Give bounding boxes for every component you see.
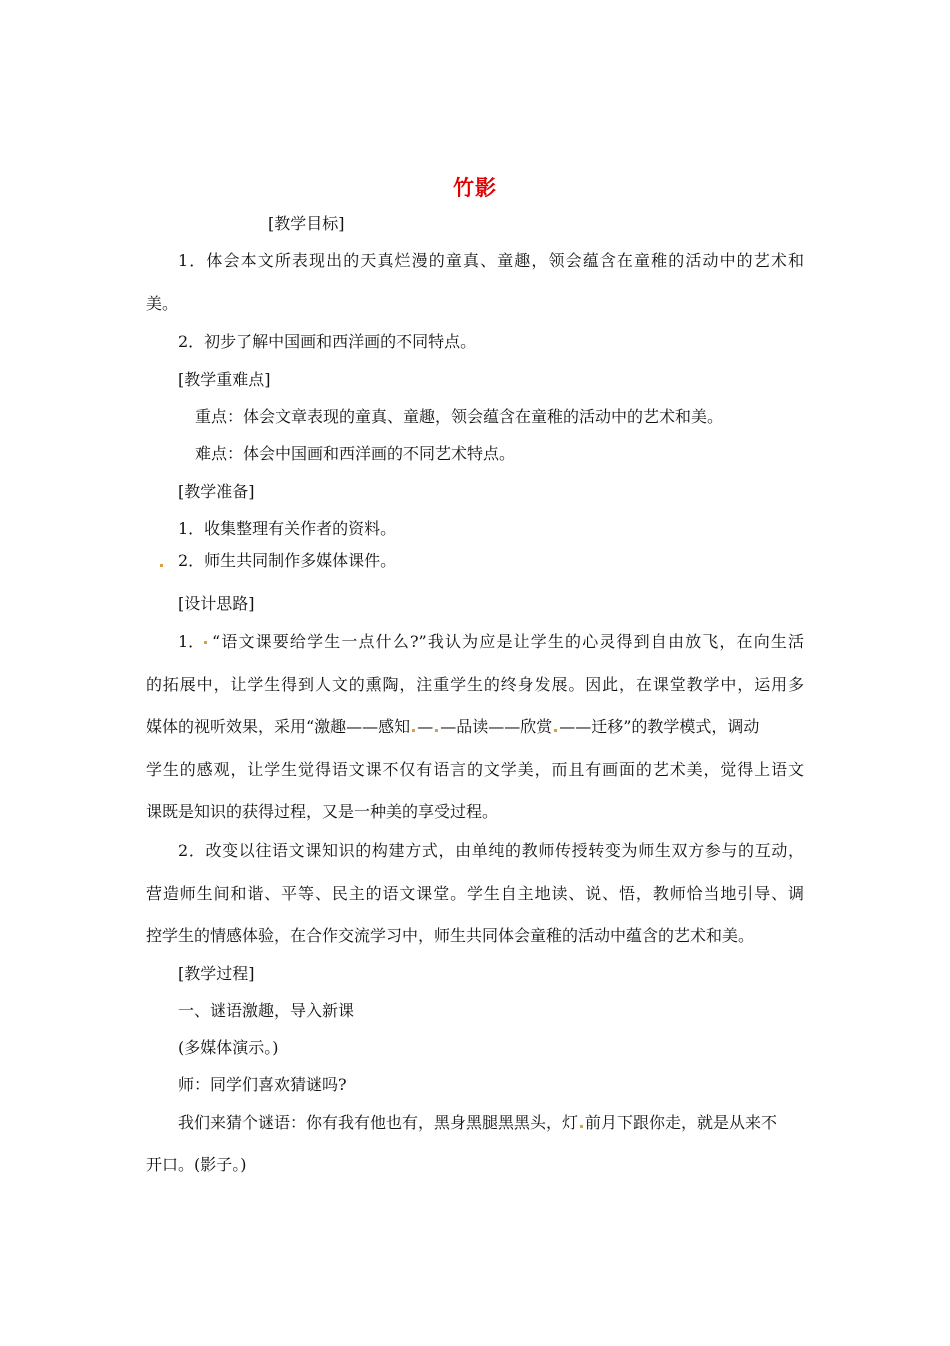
process-heading: [教学过程]: [178, 964, 255, 983]
design-1-line4: 学生的感观，让学生觉得语文课不仅有语言的文学美，而且有画面的艺术美，觉得上语文: [146, 760, 804, 779]
riddle-line1-part-b: 前月下跟你走，就是从来不: [585, 1113, 778, 1132]
media-demo-note: (多媒体演示。): [178, 1038, 279, 1057]
marker-dot: [204, 641, 207, 644]
design-2-line3: 控学生的情感体验，在合作交流学习中，师生共同体会童稚的活动中蕴含的艺术和美。: [146, 926, 755, 945]
marker-dot: [412, 729, 415, 732]
marker-dot: [435, 729, 438, 732]
design-heading: [设计思路]: [178, 594, 255, 613]
marker-dot: [580, 1125, 583, 1128]
design-1-line1: “语文课要给学生一点什么?”我认为应是让学生的心灵得到自由放飞，在向生活: [212, 632, 804, 651]
riddle-line1: [178, 1112, 804, 1134]
document-title: 竹影: [453, 176, 497, 200]
objective-1-line2: 美。: [146, 294, 179, 313]
marker-dot: [160, 564, 163, 567]
objective-1-line1: 1．体会本文所表现出的天真烂漫的童真、童趣，领会蕴含在童稚的活动中的艺术和: [178, 251, 804, 270]
design-2-line1: 2．改变以往语文课知识的构建方式，由单纯的教师传授转变为师生双方参与的互动，: [178, 841, 804, 860]
keypoints-heading: [教学重难点]: [178, 370, 271, 389]
design-1-line5: 课既是知识的获得过程，又是一种美的享受过程。: [146, 802, 499, 821]
design-1-line3: [146, 716, 804, 738]
design-1-line3-part-c: —品读——欣赏: [440, 717, 553, 736]
design-1-line3-part-d: ——迁移”的教学模式，调动: [559, 717, 760, 736]
keypoint-text: 重点：体会文章表现的童真、童趣，领会蕴含在童稚的活动中的艺术和美。: [195, 407, 724, 426]
design-1-line3-part-b: —: [417, 717, 434, 736]
marker-dot: [554, 729, 557, 732]
teacher-line: 师：同学们喜欢猜谜吗?: [178, 1075, 347, 1094]
prep-item-2: 2．师生共同制作多媒体课件。: [178, 551, 397, 570]
prep-item-1: 1．收集整理有关作者的资料。: [178, 519, 397, 538]
difficulty-text: 难点：体会中国画和西洋画的不同艺术特点。: [195, 444, 516, 463]
design-2-line2: 营造师生间和谐、平等、民主的语文课堂。学生自主地读、说、悟，教师恰当地引导、调: [146, 884, 804, 903]
design-1-line3-part-a: 媒体的视听效果，采用“激趣——感知: [146, 717, 411, 736]
process-step-1: 一、谜语激趣，导入新课: [178, 1001, 355, 1020]
riddle-line2: 开口。(影子。): [146, 1155, 247, 1174]
design-1-line2: 的拓展中，让学生得到人文的熏陶，注重学生的终身发展。因此，在课堂教学中，运用多: [146, 675, 804, 694]
objective-2: 2．初步了解中国画和西洋画的不同特点。: [178, 332, 477, 351]
design-1-prefix: 1．: [178, 632, 205, 651]
objectives-heading: [教学目标]: [268, 214, 345, 233]
prep-heading: [教学准备]: [178, 482, 255, 501]
riddle-line1-part-a: 我们来猜个谜语：你有我有他也有，黑身黑腿黑黑头，灯: [178, 1113, 579, 1132]
